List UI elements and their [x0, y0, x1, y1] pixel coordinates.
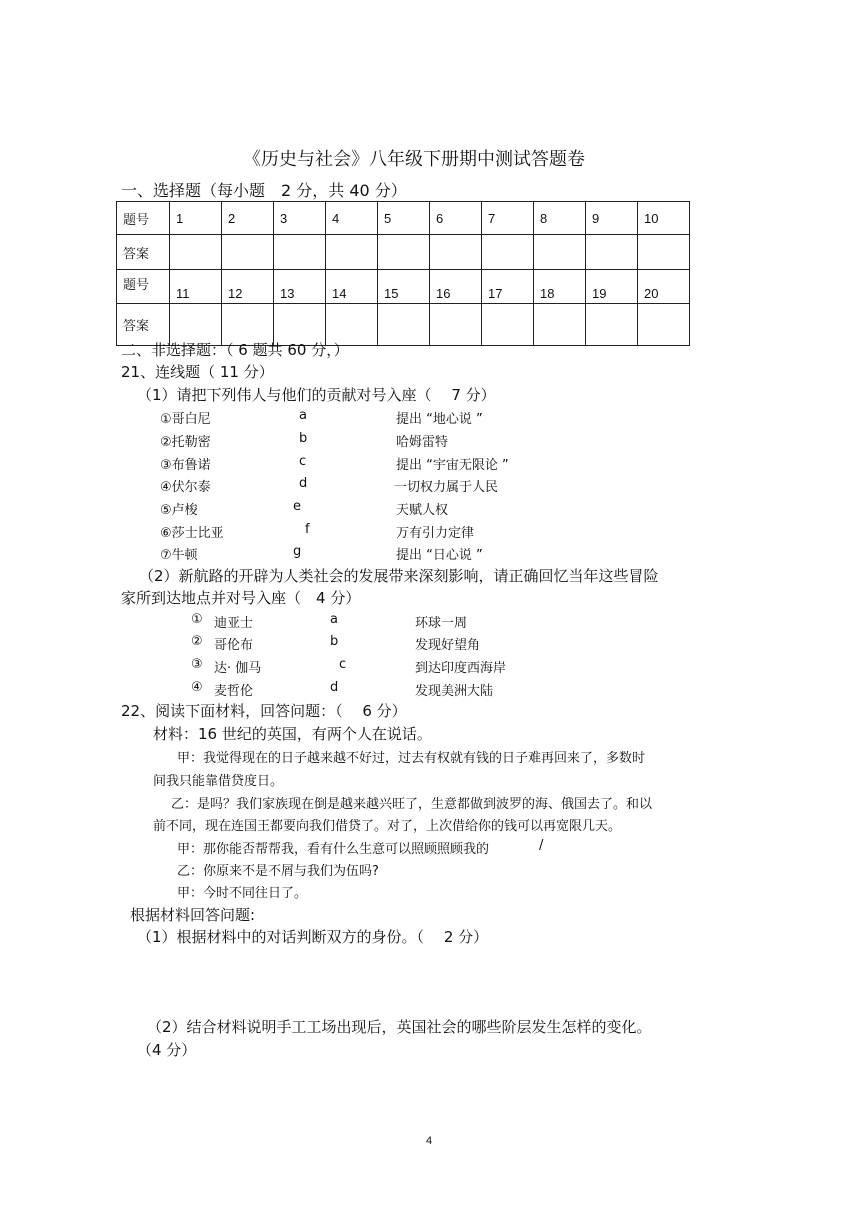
match-letter: g — [293, 544, 302, 559]
dialogue-line: 乙：你原来不是不屑与我们为伍吗? — [177, 864, 379, 879]
match-letter: c — [339, 657, 347, 672]
question-number: 1 — [170, 202, 222, 235]
explorer-destination: 发现好望角 — [415, 638, 481, 653]
dialogue-line: 前不同，现在连国王都要向我们借贷了。对了，上次借给你的钱可以再宽限几天。 — [153, 819, 622, 834]
explorer-destination: 发现美洲大陆 — [415, 684, 494, 699]
dialogue-line: 间我只能靠借贷度日。 — [153, 774, 284, 789]
question-number: 5 — [378, 202, 430, 235]
dialogue-line: 甲：今时不同往日了。 — [177, 886, 308, 901]
explorer-number: ② — [191, 634, 203, 649]
question-number: 11 — [170, 270, 222, 304]
q22-instruction: 根据材料回答问题: — [130, 906, 256, 924]
section2-heading: 二、非选择题：（ 6 题共 60 分，） — [121, 341, 349, 359]
q21-heading: 21、连线题（ 11 分） — [121, 363, 274, 381]
question-number: 12 — [222, 270, 274, 304]
question-number: 3 — [274, 202, 326, 235]
question-number: 18 — [534, 270, 586, 304]
match-letter: c — [299, 454, 307, 469]
page-title: 《历史与社会》八年级下册期中测试答题卷 — [243, 149, 585, 170]
explorer-name: 达· 伽马 — [214, 661, 262, 676]
question-number: 8 — [534, 202, 586, 235]
answer-cell[interactable] — [534, 235, 586, 270]
question-number: 14 — [326, 270, 378, 304]
match-person: ⑥莎士比亚 — [160, 526, 224, 541]
grid-answer-row — [117, 235, 690, 270]
answer-cell[interactable] — [430, 304, 482, 346]
answer-cell[interactable] — [638, 304, 690, 346]
question-number: 9 — [586, 202, 638, 235]
answer-cell[interactable] — [378, 235, 430, 270]
explorer-name: 哥伦布 — [214, 638, 254, 653]
answer-cell[interactable] — [326, 235, 378, 270]
answer-cell[interactable] — [586, 304, 638, 346]
q21-part1-prompt: （1）请把下列伟人与他们的贡献对号入座（ 7 分） — [137, 386, 496, 404]
answer-cell[interactable] — [378, 304, 430, 346]
answer-cell[interactable] — [170, 235, 222, 270]
question-number: 15 — [378, 270, 430, 304]
question-number: 7 — [482, 202, 534, 235]
question-number: 4 — [326, 202, 378, 235]
match-letter: b — [299, 431, 308, 446]
answer-cell[interactable] — [222, 235, 274, 270]
match-person: ①哥白尼 — [160, 412, 211, 427]
match-contribution: 提出 “地心说 ” — [396, 412, 483, 427]
question-number: 13 — [274, 270, 326, 304]
question-number: 20 — [638, 270, 690, 304]
row-label: 答案 — [117, 235, 170, 270]
q21-part2-prompt: （2）新航路的开辟为人类社会的发展带来深刻影响，请正确回忆当年这些冒险 — [139, 567, 659, 585]
q22-sub2: （2）结合材料说明手工工场出现后，英国社会的哪些阶层发生怎样的变化。 — [147, 1018, 652, 1036]
match-person: ④伏尔泰 — [160, 480, 211, 495]
explorer-number: ① — [191, 612, 203, 627]
explorer-destination: 到达印度西海岸 — [415, 661, 507, 676]
question-number: 19 — [586, 270, 638, 304]
match-person: ⑦牛顿 — [160, 548, 198, 563]
q22-sub2: （4 分） — [137, 1041, 197, 1059]
question-number: 16 — [430, 270, 482, 304]
answer-cell[interactable] — [430, 235, 482, 270]
match-letter: a — [330, 612, 338, 627]
explorer-number: ④ — [191, 680, 203, 695]
question-number: 2 — [222, 202, 274, 235]
match-letter: f — [305, 522, 310, 537]
answer-cell[interactable] — [534, 304, 586, 346]
match-contribution: 天赋人权 — [396, 503, 449, 518]
page-number: 4 — [426, 1135, 433, 1147]
answer-grid — [116, 201, 690, 346]
question-number: 6 — [430, 202, 482, 235]
dialogue-line: 甲：我觉得现在的日子越来越不好过，过去有权就有钱的日子难再回来了，多数时 — [177, 751, 646, 766]
q22-material: 材料：16 世纪的英国，有两个人在说话。 — [153, 725, 432, 743]
explorer-number: ③ — [191, 657, 203, 672]
match-contribution: 万有引力定律 — [396, 526, 475, 541]
match-letter: d — [330, 680, 339, 695]
section1-heading: 一、选择题（每小题 2 分，共 40 分） — [121, 181, 407, 200]
match-person: ⑤卢梭 — [160, 503, 198, 518]
q22-sub1: （1）根据材料中的对话判断双方的身份。（ 2 分） — [137, 928, 489, 946]
match-letter: e — [293, 499, 301, 514]
answer-cell[interactable] — [586, 235, 638, 270]
explorer-destination: 环球一周 — [415, 616, 468, 631]
match-person: ③布鲁诺 — [160, 458, 211, 473]
dialogue-line: 乙：是吗？我们家族现在倒是越来越兴旺了，生意都做到波罗的海、俄国去了。和以 — [171, 797, 653, 812]
match-letter: d — [299, 476, 308, 491]
explorer-name: 麦哲伦 — [214, 684, 254, 699]
slash-mark: / — [539, 838, 544, 853]
answer-cell[interactable] — [482, 304, 534, 346]
question-number: 10 — [638, 202, 690, 235]
match-person: ②托勒密 — [160, 435, 211, 450]
match-contribution: 提出 “宇宙无限论 ” — [396, 458, 509, 473]
dialogue-line: 甲：那你能否帮帮我，看有什么生意可以照顾照顾我的 — [177, 842, 490, 857]
answer-cell[interactable] — [274, 235, 326, 270]
match-letter: b — [330, 634, 339, 649]
grid-number-row — [117, 202, 690, 235]
explorer-name: 迪亚士 — [214, 616, 254, 631]
q22-heading: 22、阅读下面材料，回答问题：（ 6 分） — [121, 702, 407, 720]
answer-cell[interactable] — [482, 235, 534, 270]
match-letter: a — [299, 408, 307, 423]
row-label: 答案 — [117, 304, 170, 346]
match-contribution: 提出 “日心说 ” — [396, 548, 483, 563]
row-label: 题号 — [117, 202, 170, 235]
match-contribution: 一切权力属于人民 — [394, 480, 499, 495]
match-contribution: 哈姆雷特 — [396, 435, 449, 450]
question-number: 17 — [482, 270, 534, 304]
grid-number-row — [117, 270, 690, 304]
q21-part2-prompt: 家所到达地点并对号入座（ 4 分） — [121, 589, 361, 607]
answer-cell[interactable] — [638, 235, 690, 270]
row-label: 题号 — [117, 270, 170, 304]
